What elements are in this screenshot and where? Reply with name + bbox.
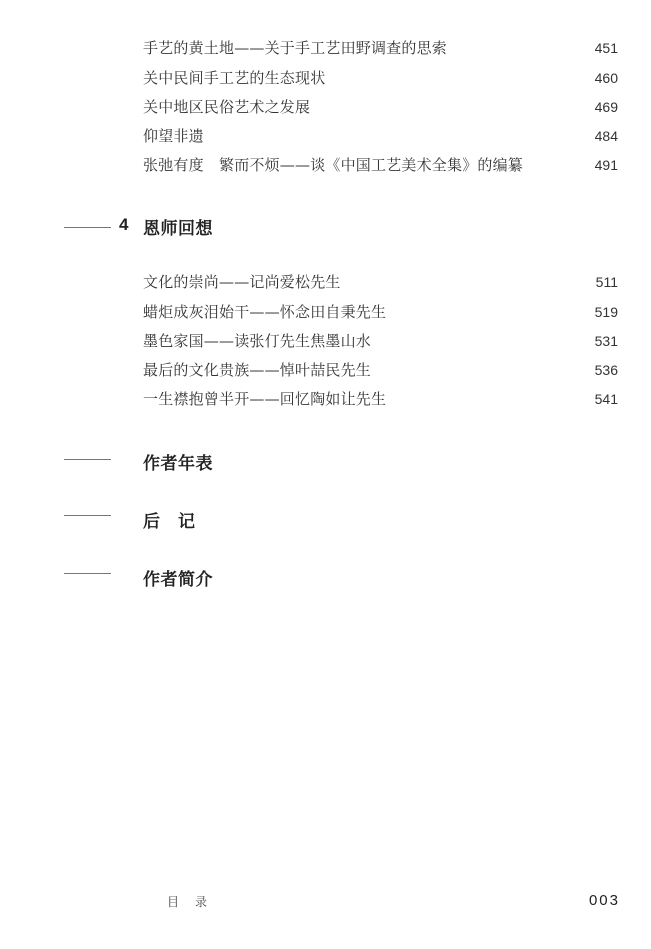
toc-entry-title: 最后的文化贵族——悼叶喆民先生 (143, 361, 372, 379)
section-heading[interactable]: 后 记 (143, 512, 196, 532)
toc-entry[interactable] (143, 270, 618, 294)
toc-entry-page: 531 (594, 333, 618, 349)
toc-entry-page: 460 (594, 70, 618, 86)
toc-entry-title: 关中地区民俗艺术之发展 (143, 98, 311, 116)
toc-entry[interactable] (143, 358, 618, 382)
toc-entry[interactable] (143, 36, 618, 60)
footer-label: 目 录 (167, 895, 210, 909)
section-number: 4 (119, 215, 129, 234)
toc-entry-page: 451 (594, 40, 618, 56)
section-rule (64, 515, 111, 516)
toc-entry-title: 仰望非遗 (143, 127, 204, 145)
section-heading[interactable]: 恩师回想 (143, 219, 213, 239)
section-heading[interactable]: 作者简介 (143, 570, 213, 590)
toc-entry-page: 469 (594, 99, 618, 115)
section-rule (64, 227, 111, 228)
toc-entry[interactable] (143, 300, 618, 324)
toc-entry[interactable] (143, 387, 618, 411)
toc-entry[interactable] (143, 124, 618, 148)
toc-entry-page: 491 (594, 157, 618, 173)
toc-entry[interactable] (143, 153, 618, 177)
toc-entry-title: 一生襟抱曾半开——回忆陶如让先生 (143, 390, 387, 408)
toc-entry-title: 手艺的黄土地——关于手工艺田野调查的思索 (143, 39, 448, 57)
toc-entry-page: 519 (594, 304, 618, 320)
toc-entry-title: 张弛有度 繁而不烦——谈《中国工艺美术全集》的编纂 (143, 156, 524, 174)
toc-entry-page: 484 (594, 128, 618, 144)
section-heading[interactable]: 作者年表 (143, 454, 213, 474)
toc-entry-page: 536 (594, 362, 618, 378)
footer-page-number: 003 (588, 892, 620, 909)
section-rule (64, 459, 111, 460)
toc-entry-page: 541 (594, 391, 618, 407)
toc-entry-title: 文化的崇尚——记尚爱松先生 (143, 273, 341, 291)
toc-entry-page: 511 (595, 274, 618, 290)
toc-entry-title: 关中民间手工艺的生态现状 (143, 69, 326, 87)
toc-entry-title: 墨色家国——读张仃先生焦墨山水 (143, 332, 372, 350)
toc-entry[interactable] (143, 66, 618, 90)
section-rule (64, 573, 111, 574)
toc-entry[interactable] (143, 95, 618, 119)
toc-entry[interactable] (143, 329, 618, 353)
toc-entry-title: 蜡炬成灰泪始干——怀念田自秉先生 (143, 303, 387, 321)
